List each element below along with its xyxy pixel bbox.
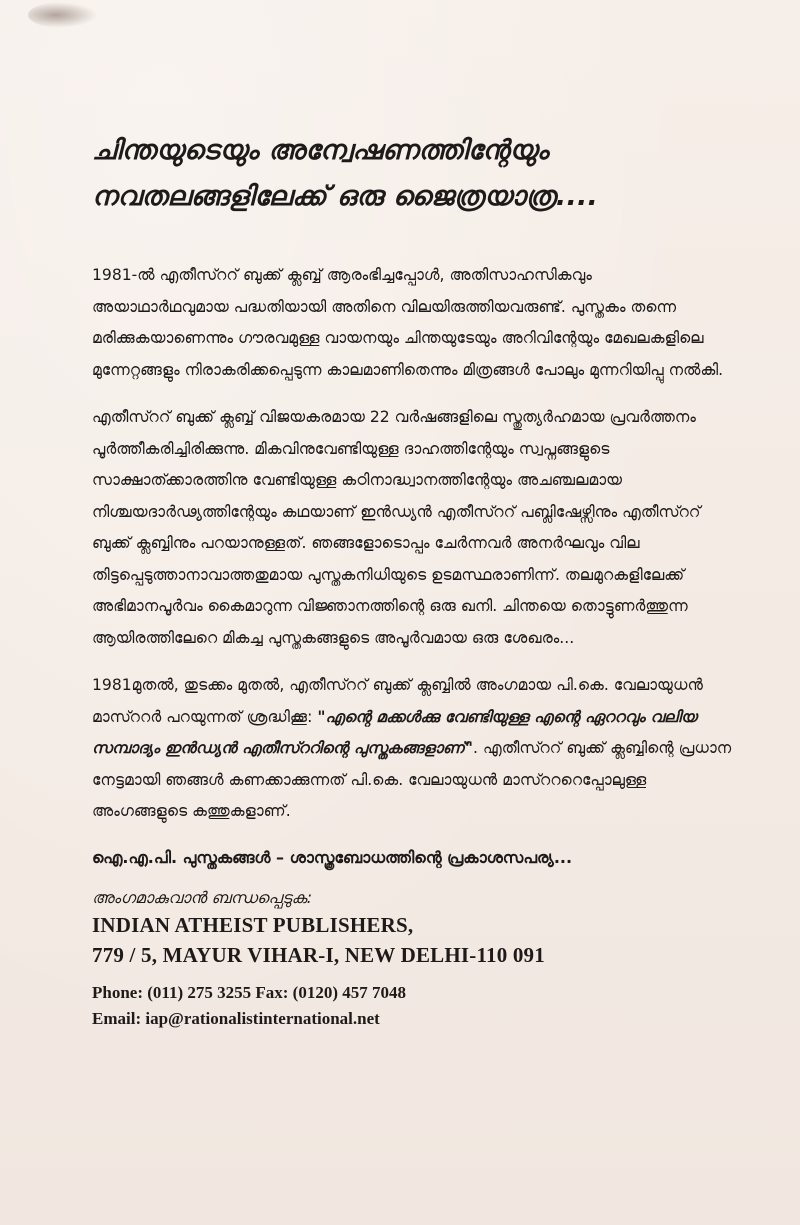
paragraph-3 xyxy=(92,670,732,828)
headline xyxy=(92,128,732,220)
headline-line-2: നവതലങ്ങളിലേക്ക് ഒരു ജൈത്രയാത്ര.... xyxy=(92,181,599,212)
paragraph-2: എതീസ്ററ് ബുക്ക് ക്ലബ്ബ് വിജയകരമായ 22 വർഷങ്ങളിലെ സ്തുത്യർഹമായ പ്രവർത്തനം പൂർത്തീകരിച്ചിരിക്കുന്നു. മികവിനുവേണ്ടിയുള്ള ദാഹത്തിന്റേയും സ്വപ്നങ്ങളുടെ സാക്ഷാത്ക്കാരത്തിനു വേണ്ടിയുള്ള കഠിനാദ്ധ്വാനത്തിന്റേയും അചഞ്ചലമായ നിശ്ചയദാർഢ്യത്തിന്റേയും കഥയാണ് ഇൻഡ്യൻ എതീസ്ററ് പബ്ലിഷേഴ്സിനും എതീസ്ററ് ബുക്ക് ക്ലബ്ബിനും പറയാനുള്ളത്. ഞങ്ങളോടൊപ്പം ചേർന്നവർ അനർഘവും വില തിട്ടപ്പെടുത്താനാവാത്തതുമായ പുസ്തകനിധിയുടെ ഉടമസ്ഥരാണിന്ന്. തലമുറകളിലേക്ക് അഭിമാനപൂർവം കൈമാറുന്ന വിജ്ഞാനത്തിന്റെ ഒരു ഖനി. ചിന്തയെ തൊട്ടുണർത്തുന്ന ആയിരത്തിലേറെ മികച്ച പുസ്തകങ്ങളുടെ അപൂർവമായ ഒരു ശേഖരം... xyxy=(92,408,701,647)
paragraph-1: 1981-ൽ എതീസ്ററ് ബുക്ക് ക്ലബ്ബ് ആരംഭിച്ചപ്പോൾ, അതിസാഹസികവും അയാഥാർഥവുമായ പദ്ധതിയായി അതിനെ വിലയിരുത്തിയവരുണ്ട്. പുസ്തകം തന്നെ മരിക്കുകയാണെന്നും ഗൗരവമുള്ള വായനയും ചിന്തയുടേയും അറിവിന്റേയും മേഖലകളിലെ മുന്നേറ്റങ്ങളും നിരാകരിക്കപ്പെടുന്ന കാലമാണിതെന്നും മിത്രങ്ങൾ പോലും മുന്നറിയിപ്പു നൽകി. xyxy=(92,266,724,379)
headline-line-1: ചിന്തയുടെയും അന്വേഷണത്തിന്റേയും xyxy=(92,135,549,166)
publisher-address: 779 / 5, MAYUR VIHAR-I, NEW DELHI-110 091 xyxy=(92,942,545,967)
member-quote: "എന്റെ മക്കൾക്കു വേണ്ടിയുള്ള എന്റെ ഏററവും വലിയ സമ്പാദ്യം ഇൻഡ്യൻ എതീസ്ററിന്റെ പുസ്തകങ്ങളാണ്" xyxy=(92,707,697,757)
phone-fax: Phone: (011) 275 3255 Fax: (0120) 457 7048 xyxy=(92,982,407,1002)
quote-outro: . എതീസ്ററ് ബുക്ക് ക്ലബ്ബിന്റെ പ്രധാന നേട്ടമായി ഞങ്ങൾ കണക്കാക്കുന്നത് പി.കെ. വേലായുധൻ മാസ്റററെപ്പോലുള്ള അംഗങ്ങളുടെ കത്തുകളാണ്. xyxy=(92,739,732,820)
publisher-name: INDIAN ATHEIST PUBLISHERS, xyxy=(92,912,414,937)
paper-stain xyxy=(28,2,98,28)
quote-intro: 1981മുതൽ, തുടക്കം മുതൽ, എതീസ്ററ് ബുക്ക് ക്ലബ്ബിൽ അംഗമായ പി.കെ. വേലായുധൻ മാസ്ററർ പറയുന്നത് ശ്രദ്ധിക്കൂ: xyxy=(92,676,703,726)
contact-label: അംഗമാകുവാൻ ബന്ധപ്പെടുക: xyxy=(92,887,313,907)
email: Email: iap@rationalistinternational.net xyxy=(92,1008,380,1028)
body-text xyxy=(92,260,732,1032)
tagline: ഐ.എ.പി. പുസ്തകങ്ങൾ – ശാസ്ത്രബോധത്തിന്റെ പ്രകാശസപര്യ... xyxy=(92,847,573,867)
cover-content xyxy=(92,128,732,1032)
contact-block xyxy=(92,886,732,1032)
